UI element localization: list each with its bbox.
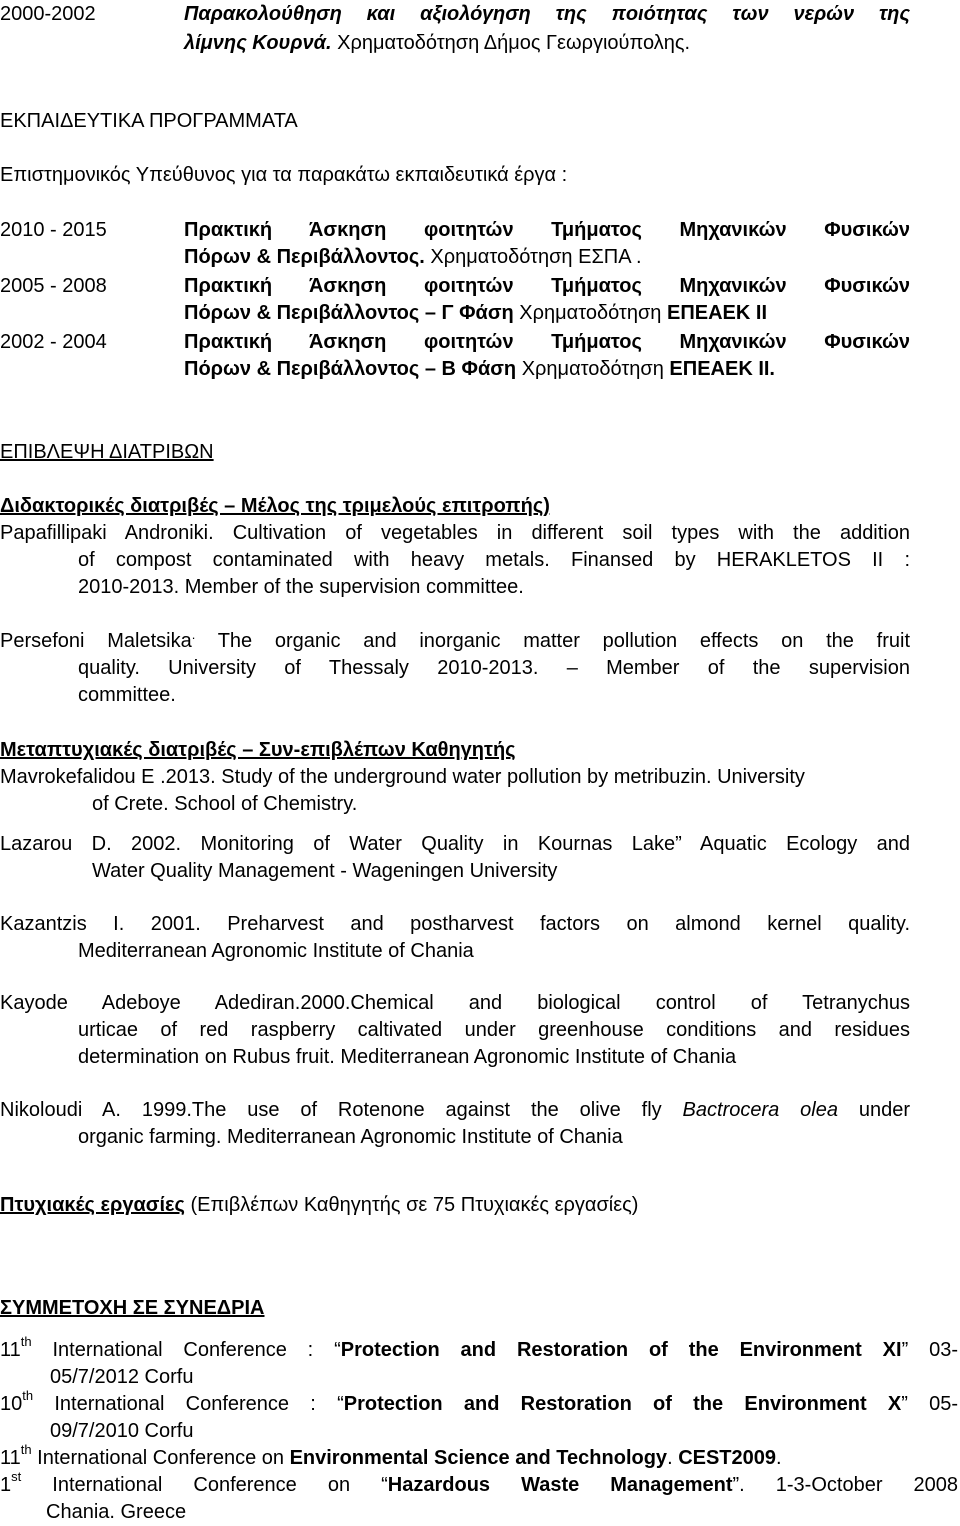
education-year: 2005 - 2008 <box>0 275 107 297</box>
education-title-line2: Πόρων & Περιβάλλοντος – Γ Φάση Χρηματοδότηση ΕΠΕΑΕΚ ΙΙ <box>184 302 768 324</box>
msc-entry-line1: Kayode Adeboye Adediran.2000.Chemical and biological control of Tetranychus <box>0 992 910 1014</box>
bsc-line: Πτυχιακές εργασίες (Επιβλέπων Καθηγητής σε 75 Πτυχιακές εργασίες) <box>0 1194 639 1216</box>
msc-entry-line1: Nikoloudi A. 1999.The use of Rotenone against the olive fly Bactrocera olea under <box>0 1099 911 1121</box>
conference-entry-line1: 10th International Conference : “Protection and Restoration of the Environment X” 05- <box>0 1388 959 1415</box>
msc-entry-line1: Mavrokefalidou E .2013. Study of the underground water pollution by metribuzin. University <box>0 766 805 788</box>
education-year: 2010 - 2015 <box>0 219 107 241</box>
education-heading: ΕΚΠΑΙΔΕΥΤΙΚΑ ΠΡΟΓΡΑΜΜΑΤΑ <box>0 110 298 132</box>
education-title: Πρακτική Άσκηση φοιτητών Τμήματος Μηχανικών Φυσικών <box>184 275 910 297</box>
phd-entry-line2: of compost contaminated with heavy metals. Finansed by HERAKLETOS II : <box>78 549 910 571</box>
project-year: 2000-2002 <box>0 3 96 25</box>
phd-heading: Διδακτορικές διατριβές – Μέλος της τριμελούς επιτροπής) <box>0 495 550 517</box>
education-title-line2: Πόρων & Περιβάλλοντος – Β Φάση Χρηματοδότηση ΕΠΕΑΕΚ ΙΙ. <box>184 358 775 380</box>
education-title: Πρακτική Άσκηση φοιτητών Τμήματος Μηχανικών Φυσικών <box>184 219 910 241</box>
supervision-heading: ΕΠΙΒΛΕΨΗ ΔΙΑΤΡΙΒΩΝ <box>0 441 214 463</box>
conference-entry-line2: 09/7/2010 Corfu <box>50 1420 194 1442</box>
phd-entry-line2: quality. University of Thessaly 2010-2013. – Member of the supervision <box>78 657 910 679</box>
msc-heading: Μεταπτυχιακές διατριβές – Συν-επιβλέπων Καθηγητής <box>0 739 516 761</box>
msc-entry-line1: Lazarou D. 2002. Monitoring of Water Quality in Kournas Lake” Aquatic Ecology and <box>0 833 910 855</box>
conference-entry-line1: 11th International Conference : “Protection and Restoration of the Environment XI” 03- <box>0 1334 959 1361</box>
phd-entry-line3: committee. <box>78 684 176 706</box>
conferences-heading: ΣΥΜΜΕΤΟΧΗ ΣΕ ΣΥΝΕΔΡΙΑ <box>0 1297 265 1319</box>
conference-entry-line2: Chania. Greece <box>46 1501 187 1523</box>
phd-entry-line3: 2010-2013. Member of the supervision committee. <box>78 576 524 598</box>
msc-entry-line2: Mediterranean Agronomic Institute of Chania <box>78 940 474 962</box>
project-title-line1: Παρακολούθηση και αξιολόγηση της ποιότητας των νερών της <box>184 3 910 25</box>
phd-entry-line1: Persefoni Maletsika. The organic and inorganic matter pollution effects on the fruit <box>0 627 910 652</box>
education-title-line2: Πόρων & Περιβάλλοντος. Χρηματοδότηση ΕΣΠΑ . <box>184 246 642 268</box>
msc-entry-line1: Kazantzis I. 2001. Preharvest and postharvest factors on almond kernel quality. <box>0 913 910 935</box>
msc-entry-line2: urticae of red raspberry caltivated under greenhouse conditions and residues <box>78 1019 910 1041</box>
conference-entry-line2: 05/7/2012 Corfu <box>50 1366 194 1388</box>
msc-entry-line2: Water Quality Management - Wageningen University <box>92 860 558 882</box>
msc-entry-line3: determination on Rubus fruit. Mediterranean Agronomic Institute of Chania <box>78 1046 737 1068</box>
msc-entry-line2: of Crete. School of Chemistry. <box>92 793 358 815</box>
msc-entry-line2: organic farming. Mediterranean Agronomic Institute of Chania <box>78 1126 623 1148</box>
education-intro: Επιστημονικός Υπεύθυνος για τα παρακάτω εκπαιδευτικά έργα : <box>0 164 568 186</box>
phd-entry-line1: Papafillipaki Androniki. Cultivation of vegetables in different soil types with the addition <box>0 522 911 544</box>
conference-entry-line1: 11th International Conference on Environmental Science and Technology. CEST2009. <box>0 1442 782 1469</box>
conference-entry-line1: 1st International Conference on “Hazardous Waste Management”. 1-3-October 2008 <box>0 1469 959 1496</box>
project-title-line2: λίμνης Κουρνά. Χρηματοδότηση Δήμος Γεωργιούπολης. <box>184 32 691 54</box>
education-year: 2002 - 2004 <box>0 331 107 353</box>
education-title: Πρακτική Άσκηση φοιτητών Τμήματος Μηχανικών Φυσικών <box>184 331 910 353</box>
bsc-heading: Πτυχιακές εργασίες <box>0 1194 185 1216</box>
